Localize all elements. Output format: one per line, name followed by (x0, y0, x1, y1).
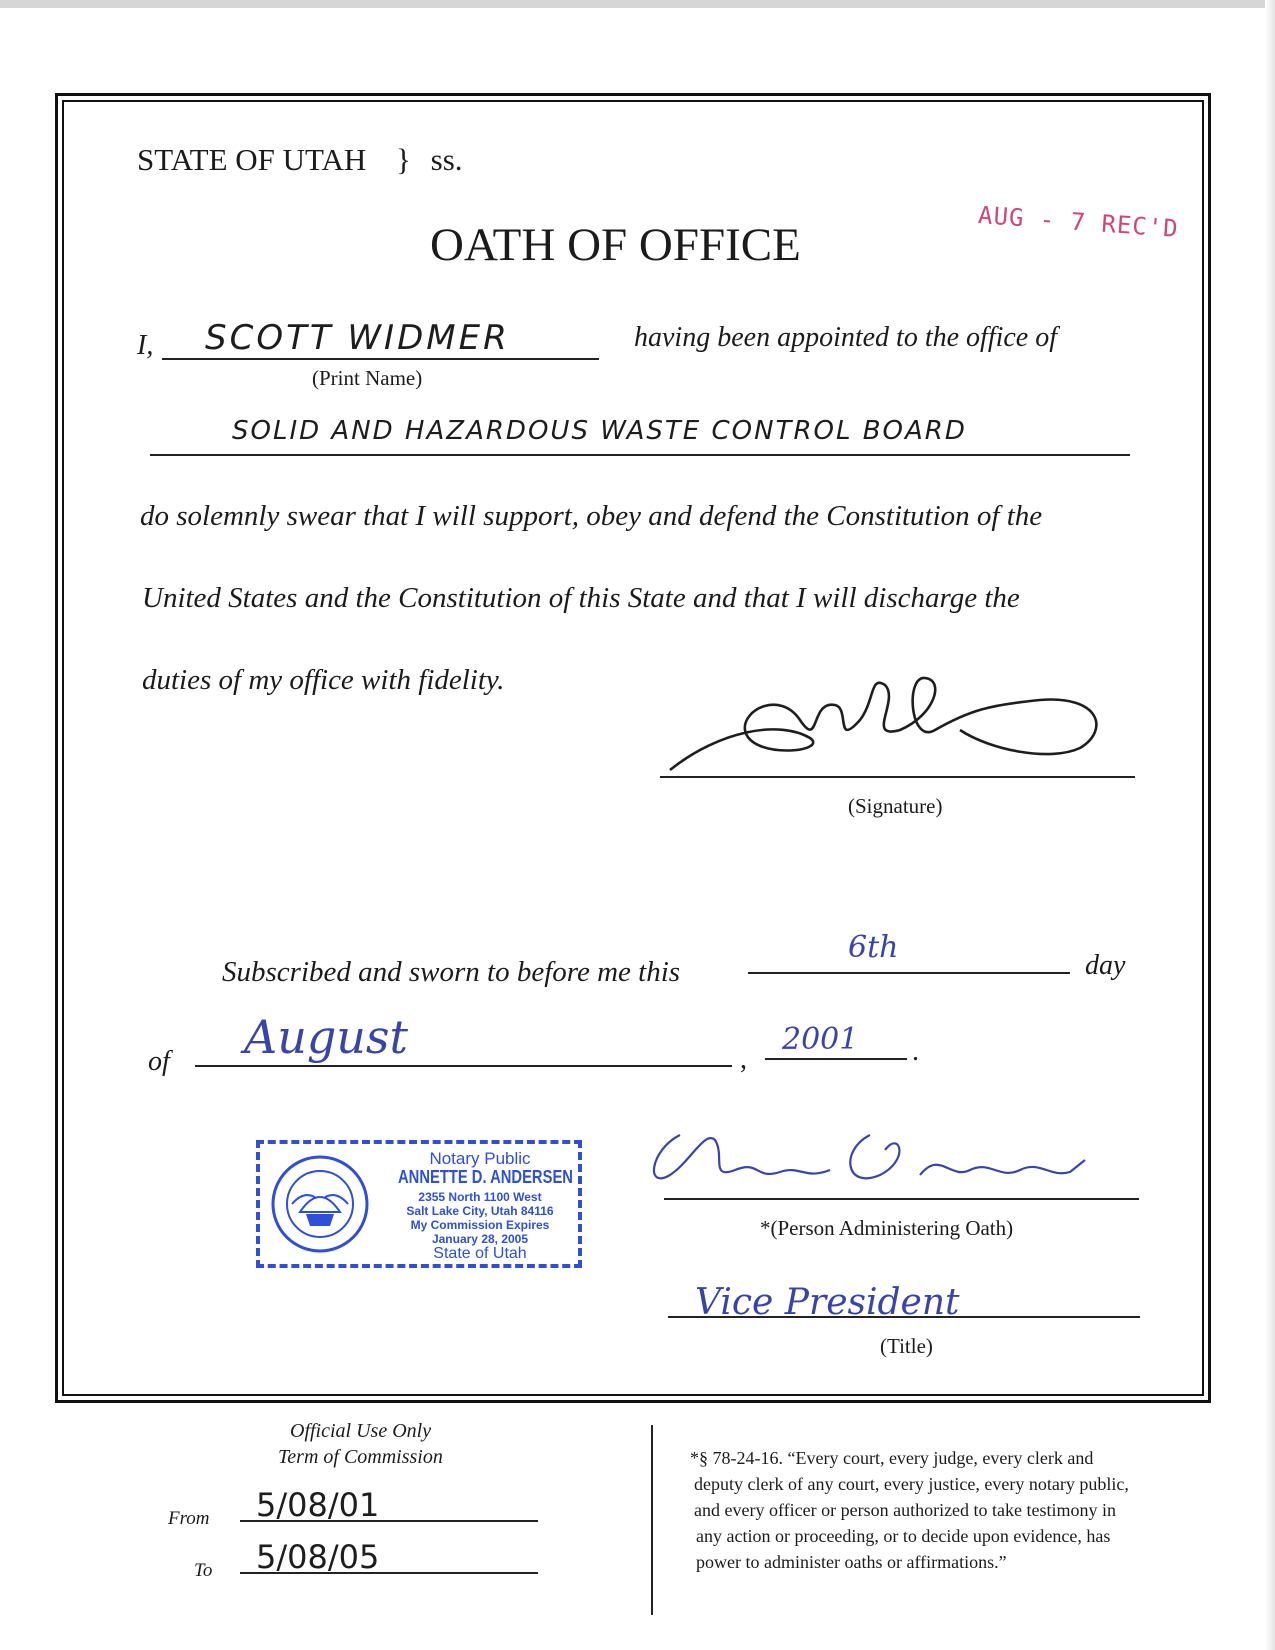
title-handwritten: Vice President (695, 1282, 960, 1323)
appointed-text: having been appointed to the office of (634, 322, 1058, 353)
received-date-stamp: AUG - 7 REC'D (977, 201, 1180, 243)
state-ss: ss. (430, 142, 463, 177)
notary-line-2: ANNETTE D. ANDERSEN (398, 1167, 573, 1187)
state-heading (137, 142, 463, 178)
sworn-text: Subscribed and sworn to before me this (222, 956, 681, 988)
from-label: From (168, 1508, 210, 1529)
year-line (765, 1058, 907, 1060)
to-label: To (194, 1560, 213, 1581)
office-line (150, 454, 1130, 456)
notary-line-3: 2355 North 1100 West (418, 1190, 542, 1204)
notary-line-7: State of Utah (433, 1245, 527, 1262)
scan-top-edge (0, 0, 1275, 8)
year-period: . (912, 1036, 919, 1067)
footnote-line-5: power to administer oaths or affirmations.” (696, 1552, 1007, 1572)
month-comma: , (740, 1044, 747, 1075)
official-use-heading: Official Use Only (290, 1420, 432, 1442)
of-label: of (148, 1046, 170, 1077)
month-handwritten: August (244, 1010, 409, 1064)
oath-pronoun: I, (137, 330, 154, 361)
office-handwritten: SOLID AND HAZARDOUS WASTE CONTROL BOARD (232, 416, 967, 446)
notary-line-1: Notary Public (429, 1149, 531, 1168)
oath-line-1: do solemnly swear that I will support, obey and defend the Constitution of the (140, 500, 1043, 532)
footnote-line-3: and every officer or person authorized to take testimony in (694, 1500, 1117, 1520)
administrator-signature (640, 1120, 1110, 1200)
notary-line-4: Salt Lake City, Utah 84116 (406, 1204, 554, 1218)
scan-right-edge (1265, 0, 1275, 1650)
month-line (195, 1065, 732, 1067)
title-label: (Title) (880, 1334, 933, 1358)
term-of-commission: Term of Commission (278, 1446, 443, 1468)
to-value: 5/08/05 (256, 1538, 380, 1576)
state-name: STATE OF UTAH (137, 142, 367, 177)
signature-line (660, 776, 1135, 778)
page-title: OATH OF OFFICE (430, 219, 801, 271)
print-name-label: (Print Name) (312, 366, 423, 390)
day-label: day (1085, 950, 1126, 981)
administrator-label: *(Person Administering Oath) (760, 1216, 1014, 1240)
footnote-line-4: any action or proceeding, or to decide upon evidence, has (696, 1526, 1111, 1546)
footnote-line-2: deputy clerk of any court, every justice, every notary public, (694, 1474, 1129, 1494)
footnote-line-1: *§ 78-24-16. “Every court, every judge, every clerk and (690, 1448, 1094, 1468)
administrator-line (664, 1198, 1139, 1200)
state-seal-icon (270, 1154, 370, 1254)
notary-line-6: January 28, 2005 (431, 1232, 529, 1246)
oath-line-3: duties of my office with fidelity. (142, 664, 505, 696)
title-line (668, 1316, 1140, 1318)
year-handwritten: 2001 (782, 1022, 859, 1057)
print-name-line (162, 358, 599, 360)
notary-stamp (256, 1140, 582, 1268)
day-handwritten: 6th (848, 930, 899, 965)
signature-label: (Signature) (848, 794, 943, 818)
notary-line-5: My Commission Expires (410, 1218, 550, 1232)
oath-taker-signature (660, 660, 1120, 780)
footer-divider (651, 1425, 653, 1615)
state-brace: } (396, 142, 411, 177)
day-line (748, 972, 1070, 974)
oath-line-2: United States and the Constitution of this State and that I will discharge the (142, 582, 1020, 614)
print-name-handwritten: SCOTT WIDMER (205, 318, 510, 358)
from-value: 5/08/01 (256, 1486, 380, 1524)
